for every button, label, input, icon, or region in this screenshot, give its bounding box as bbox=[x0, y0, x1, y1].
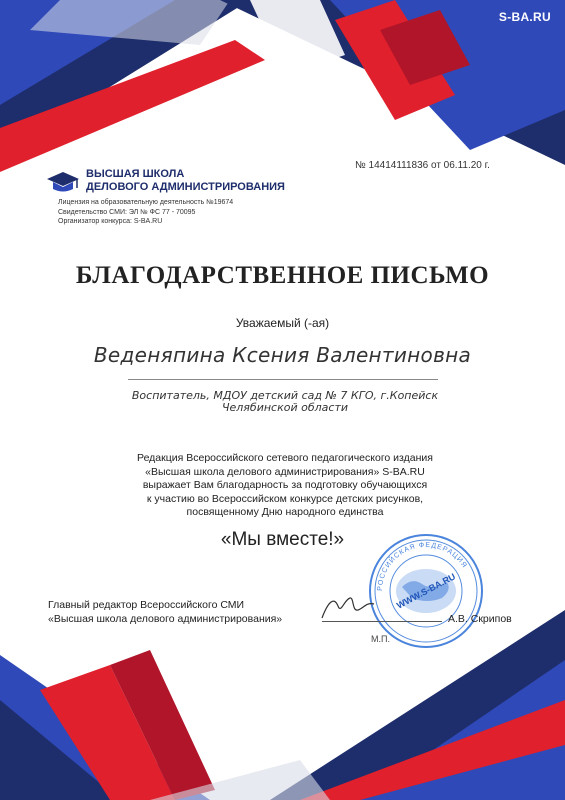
signer-title-line2: «Высшая школа делового администрирования» bbox=[48, 613, 283, 625]
stamp-center-text: WWW.S-BA.RU bbox=[394, 571, 458, 611]
document-number: № 14414111836 от 06.11.20 г. bbox=[355, 160, 490, 171]
signer-block bbox=[48, 598, 328, 626]
greeting: Уважаемый (-ая) bbox=[235, 316, 330, 330]
signer-name: А.В. Скрипов bbox=[448, 613, 512, 625]
organization-details bbox=[58, 198, 318, 227]
contest-name: «Мы вместе!» bbox=[220, 529, 345, 550]
graduation-cap-icon bbox=[46, 170, 80, 194]
body-line: выражает Вам благодарность за подготовку обучающихся bbox=[142, 479, 428, 491]
body-line: к участию во Всероссийском конкурсе детских рисунков, bbox=[146, 492, 424, 505]
signer-title-line1: Главный редактор Всероссийского СМИ bbox=[48, 599, 245, 611]
media-certificate-text: Свидетельство СМИ: ЭЛ № ФС 77 - 70095 bbox=[58, 208, 196, 216]
signature-line bbox=[322, 621, 442, 622]
organization-name-line1: ВЫСШАЯ ШКОЛА bbox=[86, 168, 185, 180]
position-line2: Челябинской области bbox=[221, 401, 349, 414]
position-line1: Воспитатель, МДОУ детский сад № 7 КГО, г.Копейск bbox=[131, 389, 439, 402]
name-underline bbox=[128, 379, 438, 380]
organizer-text: Организатор конкурса: S-BA.RU bbox=[58, 218, 163, 225]
body-line: «Высшая школа делового администрирования» S-BA.RU bbox=[145, 465, 425, 478]
organization-name bbox=[86, 168, 346, 194]
body-line: Редакция Всероссийского сетевого педагогического издания bbox=[137, 452, 433, 464]
seal-label: М.П. bbox=[371, 634, 390, 644]
body-line: посвященному Дню народного единства bbox=[186, 506, 384, 518]
license-text: Лицензия на образовательную деятельность №19674 bbox=[58, 199, 234, 206]
body-text bbox=[100, 452, 470, 520]
recipient-name: Веденяпина Ксения Валентиновна bbox=[93, 343, 472, 367]
site-label: S-BA.RU bbox=[498, 10, 551, 24]
official-stamp bbox=[367, 532, 485, 650]
recipient-position bbox=[100, 390, 470, 414]
organization-name-line2: ДЕЛОВОГО АДМИНИСТРИРОВАНИЯ bbox=[86, 181, 285, 193]
stamp-ring-text: РОССИЙСКАЯ ФЕДЕРАЦИЯ bbox=[376, 541, 469, 592]
document-title: БЛАГОДАРСТВЕННОЕ ПИСЬМО bbox=[75, 262, 490, 289]
